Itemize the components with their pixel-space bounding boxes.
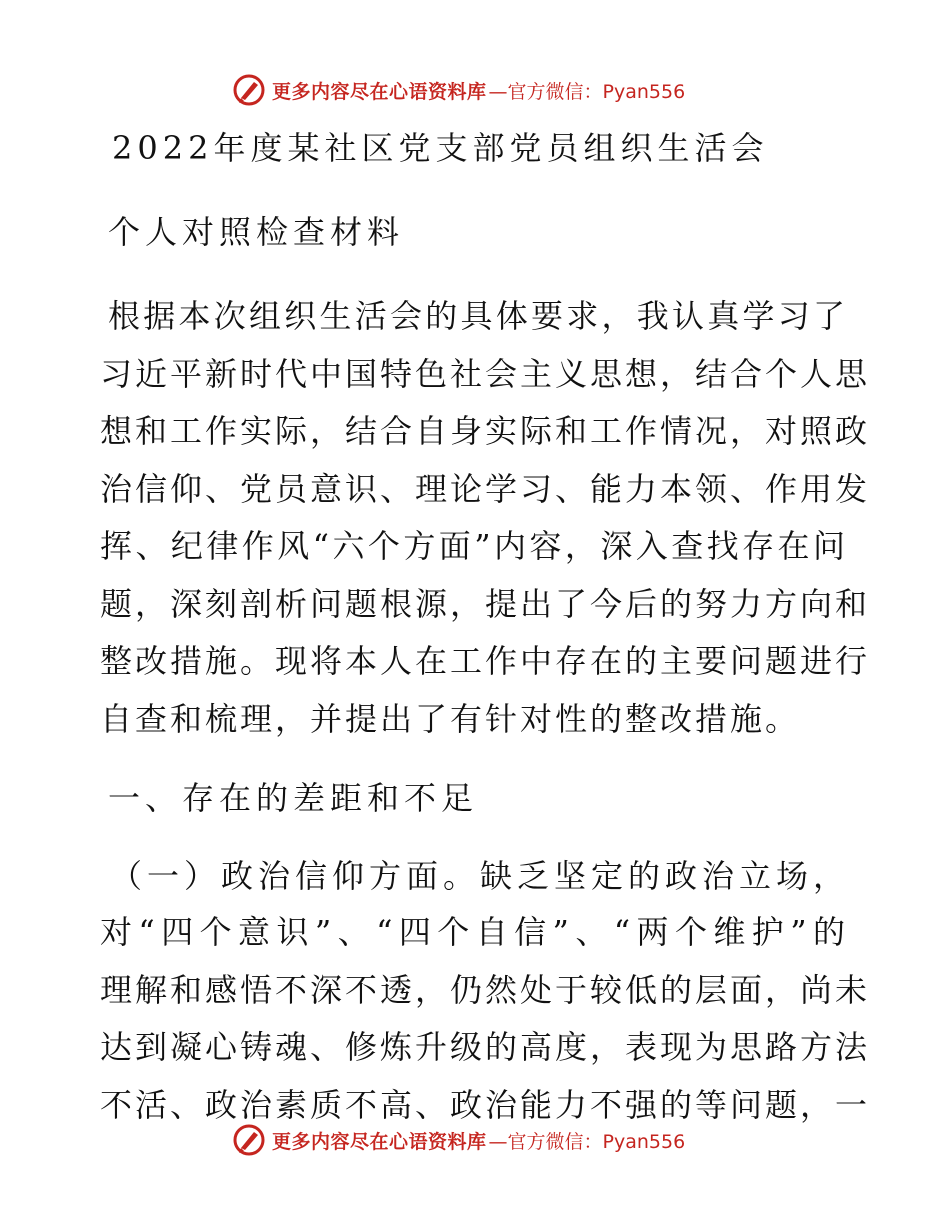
paragraph-line: 达到凝心铸魂、修炼升级的高度，表现为思路方法 (100, 1028, 871, 1066)
document-body (100, 120, 871, 1134)
paragraph-line: 对“四个意识”、“四个自信”、“两个维护”的 (100, 913, 848, 951)
paragraph-line: 整改措施。现将本人在工作中存在的主要问题进行 (100, 642, 871, 680)
watermark-banner-bottom (232, 1122, 685, 1158)
watermark-banner-top (232, 72, 685, 108)
paragraph-line: 想和工作实际，结合自身实际和工作情况，对照政 (100, 412, 871, 450)
paragraph-line: 题，深刻剖析问题根源，提出了今后的努力方向和 (100, 584, 871, 623)
paragraph-line: 治信仰、党员意识、理论学习、能力本领、作用发 (100, 469, 871, 508)
watermark-text: 更多内容尽在心语资料库 (272, 1130, 487, 1153)
watermark-text: 更多内容尽在心语资料库 (272, 80, 487, 103)
subsection-heading: （一）政治信仰方面。缺乏坚定的政治立场， (110, 857, 851, 895)
paragraph-line: 习近平新时代中国特色社会主义思想，结合个人思 (100, 354, 871, 393)
subsection-paragraph (100, 904, 871, 1134)
watermark-contact: —官方微信：Pyan556 (488, 80, 686, 103)
document-title-line2: 个人对照检查材料 (108, 213, 405, 251)
pen-logo-icon (232, 73, 266, 107)
paragraph-line: 理解和感悟不深不透，仍然处于较低的层面，尚未 (100, 970, 871, 1009)
pen-logo-icon (232, 1123, 266, 1157)
intro-paragraph (100, 288, 871, 748)
section-heading: 一、存在的差距和不足 (108, 779, 479, 817)
document-title-line1: 2022年度某社区党支部党员组织生活会 (112, 129, 769, 167)
watermark-contact: —官方微信：Pyan556 (488, 1130, 686, 1153)
paragraph-line: 不活、政治素质不高、政治能力不强的等问题，一 (100, 1085, 871, 1124)
paragraph-line: 自查和梳理，并提出了有针对性的整改措施。 (100, 699, 801, 738)
paragraph-line: 挥、纪律作风“六个方面”内容，深入查找存在问 (100, 527, 848, 565)
paragraph-line: 根据本次组织生活会的具体要求，我认真学习了 (108, 297, 848, 335)
